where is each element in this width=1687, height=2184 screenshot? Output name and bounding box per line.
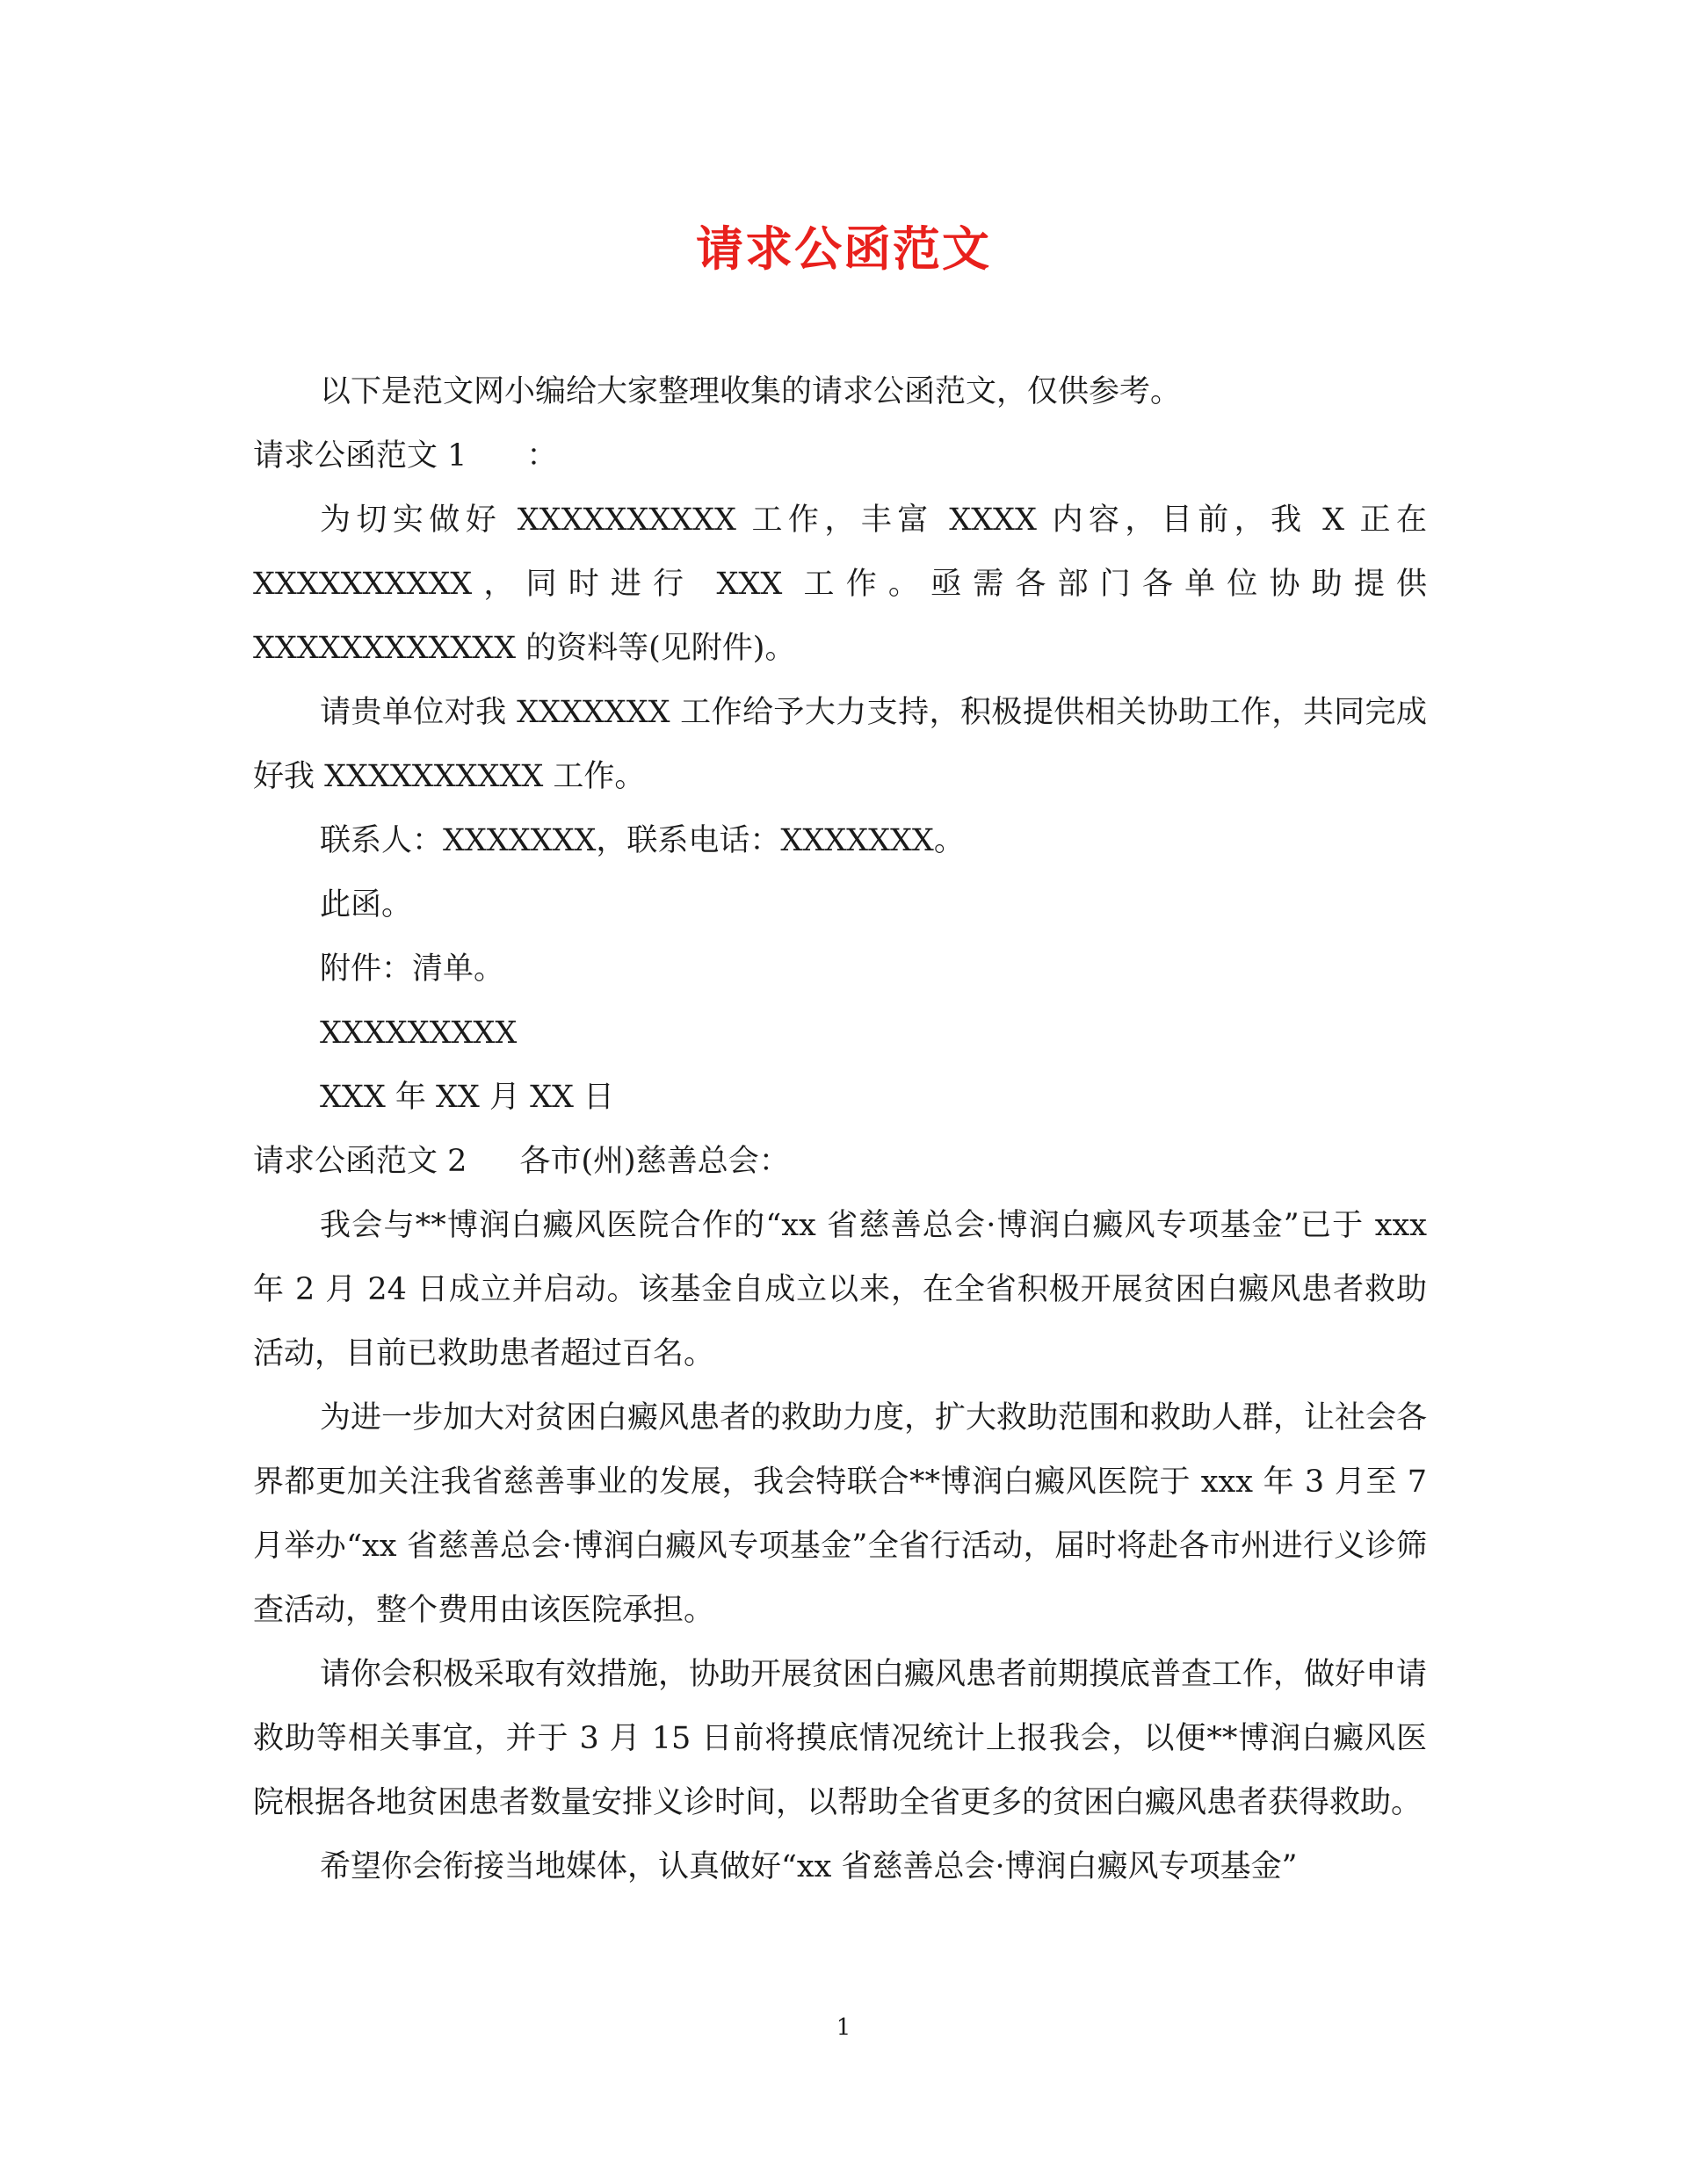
document-body — [253, 360, 1427, 1899]
sample1-contact: 联系人：XXXXXXX，联系电话：XXXXXXX。 — [320, 823, 965, 858]
sample1-signature: XXXXXXXXX — [320, 1016, 518, 1051]
sample2-paragraph-2: 为进一步加大对贫困白癜风患者的救助力度，扩大救助范围和救助人群，让社会各界都更加关注我省慈善事业的发展，我会特联合**博润白癜风医院于 xxx 年 3 月至 7 月举办“xx 省慈善总会·博润白癜风专项基金”全省行活动，届时将赴各市州进行义诊筛查活动，整个费用由该医院承担。 — [253, 1400, 1428, 1628]
page-number: 1 — [836, 2014, 851, 2041]
sample1-closing: 此函。 — [320, 887, 413, 922]
sample1-heading-line — [253, 424, 1427, 488]
sample2-paragraph-3: 请你会积极采取有效措施，协助开展贫困白癜风患者前期摸底普查工作，做好申请救助等相关事宜，并于 3 月 15 日前将摸底情况统计上报我会，以便**博润白癜风医院根据各地贫困患者数量安排义诊时间，以帮助全省更多的贫困白癜风患者获得救助。 — [253, 1657, 1428, 1820]
sample1-heading-suffix: ： — [526, 438, 558, 474]
sample1-heading: 请求公函范文 1 — [253, 438, 467, 474]
sample1-date: XXX 年 XX 月 XX 日 — [320, 1080, 615, 1115]
sample1-attachment: 附件：清单。 — [320, 951, 505, 987]
sample2-heading-line — [253, 1130, 1427, 1194]
sample2-paragraph-1: 我会与**博润白癜风医院合作的“xx 省慈善总会·博润白癜风专项基金”已于 xxx 年 2 月 24 日成立并启动。该基金自成立以来，在全省积极开展贫困白癜风患者救助活动，目前已救助患者超过百名。 — [253, 1208, 1427, 1371]
sample1-paragraph-1: 为切实做好 XXXXXXXXXX 工作，丰富 XXXX 内容，目前，我 X 正在 XXXXXXXXXX，同时进行 XXX 工作。亟需各部门各单位协助提供 XXXXXXXXXXXX 的资料等(见附件)。 — [253, 503, 1427, 666]
sample1-paragraph-2: 请贵单位对我 XXXXXXX 工作给予大力支持，积极提供相关协助工作，共同完成好我 XXXXXXXXXX 工作。 — [253, 695, 1427, 794]
intro-paragraph: 以下是范文网小编给大家整理收集的请求公函范文，仅供参考。 — [320, 374, 1182, 409]
sample2-paragraph-4: 希望你会衔接当地媒体，认真做好“xx 省慈善总会·博润白癜风专项基金” — [320, 1849, 1298, 1884]
sample2-heading: 请求公函范文 2 — [253, 1144, 467, 1179]
document-title: 请求公函范文 — [696, 221, 991, 277]
sample2-addressee: 各市(州)慈善总会： — [519, 1144, 790, 1179]
